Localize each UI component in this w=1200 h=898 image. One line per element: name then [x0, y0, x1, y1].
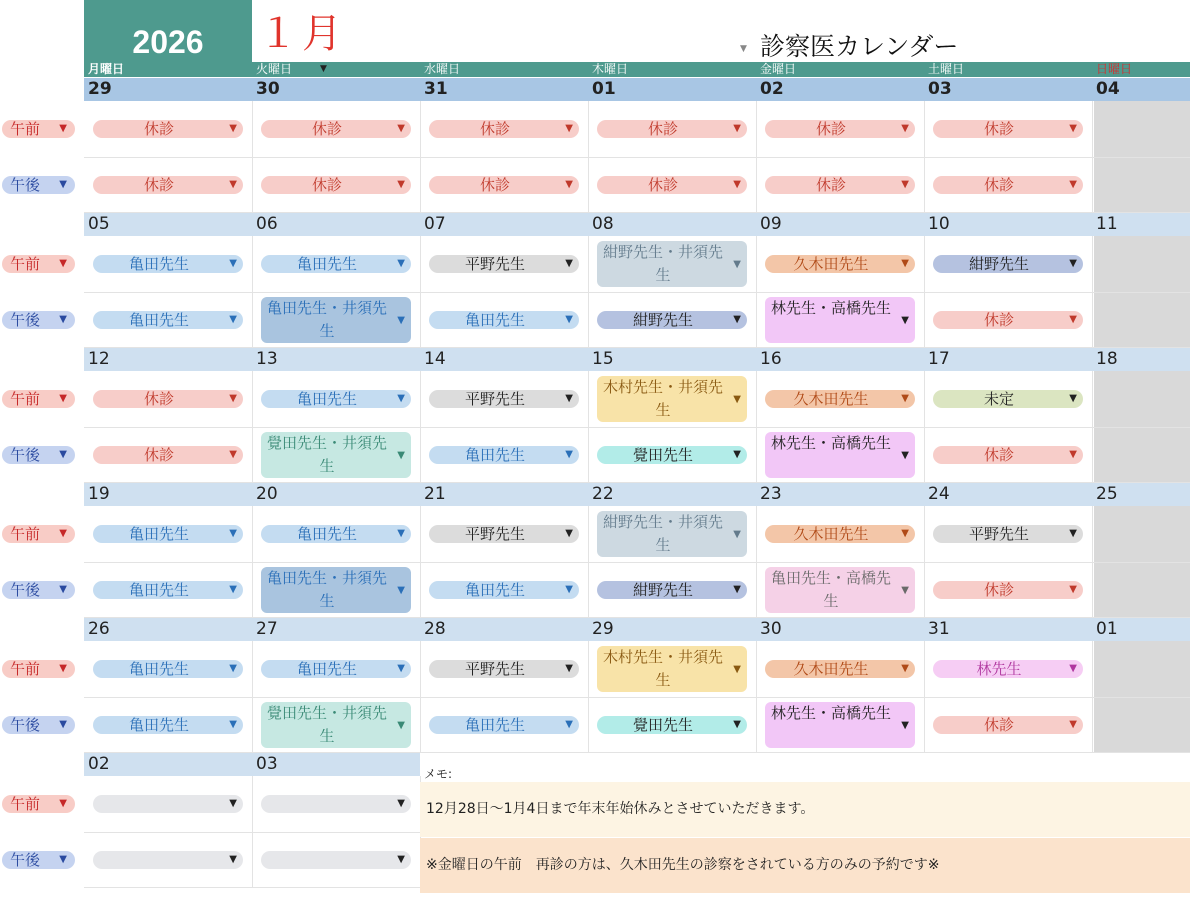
title-dropdown-icon[interactable]: ▼ [740, 44, 747, 54]
weekday-tue: 火曜日 [256, 62, 293, 76]
chevron-down-icon: ▼ [59, 179, 67, 190]
date-cell: 07 [424, 214, 446, 234]
chevron-down-icon: ▼ [397, 528, 405, 539]
date-row [84, 213, 1190, 236]
chevron-down-icon: ▼ [397, 854, 405, 865]
period-am-selector[interactable] [2, 795, 75, 813]
period-label: 午前 [10, 660, 41, 678]
doctor-name: 平野先生 [968, 525, 1029, 543]
period-label: 午前 [10, 525, 41, 543]
doctor-dropdown[interactable] [597, 581, 747, 599]
doctor-dropdown[interactable] [93, 716, 243, 734]
doctor-name: 紺野先生 [968, 255, 1029, 273]
chevron-down-icon: ▼ [229, 719, 237, 730]
date-cell: 08 [592, 214, 614, 234]
period-pm-selector[interactable] [2, 851, 75, 869]
doctor-name: 亀田先生 [296, 525, 357, 543]
doctor-name: 休診 [311, 120, 342, 138]
doctor-name: 休診 [983, 311, 1014, 329]
doctor-dropdown[interactable] [597, 241, 747, 287]
doctor-dropdown[interactable] [93, 581, 243, 599]
calendar-week [0, 618, 1200, 753]
doctor-dropdown[interactable] [93, 176, 243, 194]
chevron-down-icon: ▼ [733, 123, 741, 134]
weekday-sat: 土曜日 [928, 62, 965, 76]
chevron-down-icon: ▼ [59, 798, 67, 809]
doctor-dropdown[interactable] [261, 120, 411, 138]
date-cell: 11 [1096, 214, 1118, 234]
date-cell: 15 [592, 349, 614, 369]
chevron-down-icon: ▼ [397, 450, 405, 461]
grid-line [84, 427, 1190, 428]
doctor-dropdown[interactable] [261, 702, 411, 748]
doctor-name: 休診 [983, 581, 1014, 599]
date-cell: 02 [88, 754, 110, 774]
period-am-selector[interactable] [2, 120, 75, 138]
grid-line [84, 292, 1190, 293]
doctor-name: 林先生 [976, 660, 1022, 678]
chevron-down-icon: ▼ [229, 314, 237, 325]
period-am-selector[interactable] [2, 660, 75, 678]
doctor-dropdown[interactable] [261, 255, 411, 273]
doctor-dropdown[interactable] [597, 120, 747, 138]
doctor-name: 休診 [815, 176, 846, 194]
period-label: 午前 [10, 120, 41, 138]
period-label: 午前 [10, 255, 41, 273]
chevron-down-icon: ▼ [565, 179, 573, 190]
doctor-name: 休診 [983, 716, 1014, 734]
doctor-dropdown[interactable] [933, 716, 1083, 734]
chevron-down-icon: ▼ [733, 259, 741, 270]
period-pm-selector[interactable] [2, 581, 75, 599]
doctor-name: 平野先生 [464, 255, 525, 273]
date-cell: 29 [88, 79, 112, 99]
grid-line [84, 562, 1190, 563]
chevron-down-icon: ▼ [733, 664, 741, 675]
date-cell: 02 [760, 79, 784, 99]
doctor-dropdown[interactable] [429, 311, 579, 329]
doctor-name: 紺野先生・井須先生 [602, 243, 723, 284]
doctor-name: 休診 [143, 390, 174, 408]
weekday-wed: 水曜日 [424, 62, 461, 76]
date-cell: 31 [424, 79, 448, 99]
doctor-name: 亀田先生・井須先生 [266, 299, 387, 340]
doctor-dropdown[interactable] [93, 390, 243, 408]
doctor-name: 林先生・高橋先生 [770, 704, 891, 722]
chevron-down-icon: ▼ [1069, 123, 1077, 134]
date-cell: 28 [424, 619, 446, 639]
doctor-name: 林先生・高橋先生 [770, 434, 891, 452]
doctor-name: 休診 [143, 176, 174, 194]
doctor-name: 覺田先生 [632, 716, 693, 734]
doctor-dropdown[interactable] [933, 525, 1083, 543]
chevron-down-icon: ▼ [901, 585, 909, 596]
doctor-name: 休診 [983, 120, 1014, 138]
grid-line [84, 832, 420, 833]
chevron-down-icon: ▼ [565, 584, 573, 595]
period-label: 午後 [10, 446, 41, 464]
date-cell: 16 [760, 349, 782, 369]
chevron-down-icon: ▼ [59, 449, 67, 460]
chevron-down-icon: ▼ [1069, 314, 1077, 325]
chevron-down-icon: ▼ [1069, 449, 1077, 460]
chevron-down-icon: ▼ [397, 179, 405, 190]
doctor-dropdown[interactable] [933, 176, 1083, 194]
date-cell: 18 [1096, 349, 1118, 369]
date-cell: 09 [760, 214, 782, 234]
doctor-dropdown[interactable] [261, 795, 411, 813]
chevron-down-icon: ▼ [397, 393, 405, 404]
doctor-name: 休診 [647, 176, 678, 194]
chevron-down-icon: ▼ [229, 179, 237, 190]
chevron-down-icon: ▼ [565, 123, 573, 134]
chevron-down-icon: ▼ [397, 315, 405, 326]
date-cell: 31 [928, 619, 950, 639]
date-cell: 30 [256, 79, 280, 99]
doctor-name: 休診 [983, 176, 1014, 194]
doctor-name: 亀田先生 [128, 660, 189, 678]
date-cell: 24 [928, 484, 950, 504]
date-cell: 03 [928, 79, 952, 99]
chevron-down-icon: ▼ [733, 449, 741, 460]
doctor-name: 平野先生 [464, 660, 525, 678]
doctor-name: 休診 [143, 120, 174, 138]
weekday-thu: 木曜日 [592, 62, 629, 76]
date-row [84, 78, 1190, 101]
doctor-name: 久木田先生 [793, 660, 869, 678]
chevron-down-icon: ▼ [901, 179, 909, 190]
doctor-name: 亀田先生 [128, 525, 189, 543]
chevron-down-icon: ▼ [1069, 663, 1077, 674]
doctor-dropdown[interactable] [933, 390, 1083, 408]
date-cell: 26 [88, 619, 110, 639]
chevron-down-icon: ▼ [565, 449, 573, 460]
doctor-name: 休診 [479, 120, 510, 138]
chevron-down-icon: ▼ [733, 394, 741, 405]
date-cell: 22 [592, 484, 614, 504]
doctor-name: 久木田先生 [793, 390, 869, 408]
date-cell: 03 [256, 754, 278, 774]
doctor-name: 亀田先生 [464, 581, 525, 599]
grid-line [84, 157, 1190, 158]
doctor-dropdown[interactable] [765, 176, 915, 194]
chevron-down-icon: ▼ [901, 663, 909, 674]
chevron-down-icon: ▼ [565, 528, 573, 539]
doctor-name: 亀田先生・高橋先生 [770, 569, 891, 610]
doctor-dropdown[interactable] [765, 660, 915, 678]
calendar-grid [0, 78, 1200, 888]
calendar-title: 診察医カレンダー [760, 32, 959, 61]
year-label: 2026 [84, 0, 252, 62]
chevron-down-icon: ▼ [59, 393, 67, 404]
chevron-down-icon: ▼ [229, 449, 237, 460]
doctor-name: 亀田先生 [128, 255, 189, 273]
chevron-down-icon: ▼ [733, 314, 741, 325]
period-label: 午後 [10, 581, 41, 599]
doctor-dropdown[interactable] [597, 646, 747, 692]
chevron-down-icon: ▼ [1069, 393, 1077, 404]
chevron-down-icon: ▼ [565, 258, 573, 269]
memo-line-2[interactable]: ※金曜日の午前 再診の方は、久木田先生の診察をされている方のみの予約です※ [420, 838, 1190, 893]
chevron-down-icon: ▼ [397, 585, 405, 596]
chevron-down-icon: ▼ [229, 528, 237, 539]
doctor-dropdown[interactable] [93, 660, 243, 678]
chevron-down-icon: ▼ [397, 663, 405, 674]
month-label: １月 [258, 11, 346, 57]
weekday-mon: 月曜日 [88, 62, 125, 76]
doctor-name: 紺野先生・井須先生 [602, 513, 723, 554]
chevron-down-icon: ▼ [59, 854, 67, 865]
doctor-name: 休診 [311, 176, 342, 194]
doctor-dropdown[interactable] [765, 702, 915, 748]
doctor-dropdown[interactable] [765, 525, 915, 543]
date-cell: 21 [424, 484, 446, 504]
chevron-down-icon: ▼ [733, 719, 741, 730]
chevron-down-icon: ▼ [565, 719, 573, 730]
date-row [84, 348, 1190, 371]
doctor-dropdown[interactable] [429, 525, 579, 543]
chevron-down-icon: ▼ [59, 258, 67, 269]
doctor-dropdown[interactable] [597, 376, 747, 422]
doctor-name: 休診 [983, 446, 1014, 464]
doctor-name: 紺野先生 [632, 581, 693, 599]
chevron-down-icon: ▼ [1069, 258, 1077, 269]
doctor-dropdown[interactable] [429, 176, 579, 194]
period-pm-selector[interactable] [2, 311, 75, 329]
memo-line-1[interactable]: 12月28日〜1月4日まで年末年始休みとさせていただきます。 [420, 782, 1190, 837]
doctor-dropdown[interactable] [597, 716, 747, 734]
period-am-selector[interactable] [2, 525, 75, 543]
doctor-name: 久木田先生 [793, 525, 869, 543]
doctor-dropdown[interactable] [261, 660, 411, 678]
doctor-name: 覺田先生 [632, 446, 693, 464]
doctor-dropdown[interactable] [261, 525, 411, 543]
chevron-down-icon: ▼ [901, 450, 909, 461]
date-row [84, 753, 420, 776]
chevron-down-icon: ▼ [1069, 179, 1077, 190]
doctor-name: 木村先生・井須先生 [602, 648, 723, 689]
date-cell: 23 [760, 484, 782, 504]
date-cell: 10 [928, 214, 950, 234]
doctor-name: 紺野先生 [632, 311, 693, 329]
doctor-name: 未定 [983, 390, 1014, 408]
doctor-dropdown[interactable] [261, 390, 411, 408]
chevron-down-icon: ▼ [397, 258, 405, 269]
chevron-down-icon: ▼ [1069, 528, 1077, 539]
date-cell: 30 [760, 619, 782, 639]
chevron-down-icon: ▼ [901, 258, 909, 269]
chevron-down-icon: ▼ [733, 584, 741, 595]
doctor-dropdown[interactable] [933, 120, 1083, 138]
doctor-dropdown[interactable] [933, 311, 1083, 329]
doctor-dropdown[interactable] [933, 660, 1083, 678]
doctor-name: 覺田先生・井須先生 [266, 704, 387, 745]
chevron-down-icon: ▼ [59, 663, 67, 674]
doctor-name: 覺田先生・井須先生 [266, 434, 387, 475]
calendar-week [0, 483, 1200, 618]
chevron-down-icon: ▼ [565, 663, 573, 674]
date-cell: 27 [256, 619, 278, 639]
doctor-name: 休診 [647, 120, 678, 138]
chevron-down-icon: ▼ [901, 315, 909, 326]
chevron-down-icon: ▼ [59, 719, 67, 730]
doctor-name: 亀田先生 [464, 311, 525, 329]
doctor-dropdown[interactable] [93, 120, 243, 138]
period-label: 午前 [10, 795, 41, 813]
doctor-name: 平野先生 [464, 525, 525, 543]
doctor-dropdown[interactable] [765, 567, 915, 613]
doctor-name: 亀田先生 [464, 446, 525, 464]
chevron-down-icon: ▼ [565, 393, 573, 404]
date-cell: 05 [88, 214, 110, 234]
doctor-dropdown[interactable] [93, 795, 243, 813]
period-am-selector[interactable] [2, 390, 75, 408]
doctor-dropdown[interactable] [261, 297, 411, 343]
chevron-down-icon: ▼ [901, 720, 909, 731]
date-cell: 13 [256, 349, 278, 369]
chevron-down-icon: ▼ [229, 584, 237, 595]
chevron-down-icon: ▼ [229, 663, 237, 674]
doctor-dropdown[interactable] [93, 255, 243, 273]
date-cell: 14 [424, 349, 446, 369]
doctor-dropdown[interactable] [429, 581, 579, 599]
doctor-dropdown[interactable] [765, 297, 915, 343]
doctor-dropdown[interactable] [765, 432, 915, 478]
doctor-name: 休診 [479, 176, 510, 194]
doctor-dropdown[interactable] [93, 311, 243, 329]
chevron-down-icon: ▼ [59, 584, 67, 595]
doctor-name: 休診 [143, 446, 174, 464]
period-label: 午後 [10, 176, 41, 194]
chevron-down-icon: ▼ [901, 528, 909, 539]
doctor-dropdown[interactable] [597, 176, 747, 194]
chevron-down-icon: ▼ [565, 314, 573, 325]
doctor-name: 木村先生・井須先生 [602, 378, 723, 419]
doctor-name: 亀田先生 [128, 311, 189, 329]
doctor-dropdown[interactable] [933, 581, 1083, 599]
doctor-dropdown[interactable] [933, 255, 1083, 273]
date-cell: 01 [592, 79, 616, 99]
calendar-week [0, 348, 1200, 483]
period-label: 午後 [10, 851, 41, 869]
chevron-down-icon: ▼ [229, 854, 237, 865]
doctor-name: 久木田先生 [793, 255, 869, 273]
chevron-down-icon: ▼ [229, 123, 237, 134]
doctor-dropdown[interactable] [765, 255, 915, 273]
chevron-down-icon: ▼ [59, 123, 67, 134]
doctor-name: 亀田先生 [296, 390, 357, 408]
weekday-dropdown-icon[interactable]: ▼ [320, 64, 327, 74]
period-pm-selector[interactable] [2, 446, 75, 464]
date-cell: 12 [88, 349, 110, 369]
doctor-dropdown[interactable] [429, 446, 579, 464]
doctor-dropdown[interactable] [93, 446, 243, 464]
chevron-down-icon: ▼ [397, 720, 405, 731]
doctor-name: 休診 [815, 120, 846, 138]
doctor-name: 亀田先生 [464, 716, 525, 734]
weekday-fri: 金曜日 [760, 62, 797, 76]
chevron-down-icon: ▼ [59, 528, 67, 539]
date-row [84, 618, 1190, 641]
chevron-down-icon: ▼ [901, 123, 909, 134]
date-cell: 25 [1096, 484, 1118, 504]
date-cell: 06 [256, 214, 278, 234]
grid-line [84, 887, 420, 888]
chevron-down-icon: ▼ [59, 314, 67, 325]
chevron-down-icon: ▼ [1069, 719, 1077, 730]
chevron-down-icon: ▼ [733, 179, 741, 190]
date-cell: 01 [1096, 619, 1118, 639]
doctor-name: 林先生・高橋先生 [770, 299, 891, 317]
doctor-dropdown[interactable] [429, 660, 579, 678]
chevron-down-icon: ▼ [397, 798, 405, 809]
doctor-dropdown[interactable] [429, 120, 579, 138]
doctor-name: 亀田先生 [128, 581, 189, 599]
period-pm-selector[interactable] [2, 176, 75, 194]
memo-label: メモ: [424, 767, 453, 781]
doctor-name: 亀田先生・井須先生 [266, 569, 387, 610]
date-row [84, 483, 1190, 506]
doctor-dropdown[interactable] [597, 446, 747, 464]
doctor-dropdown[interactable] [765, 390, 915, 408]
period-am-selector[interactable] [2, 255, 75, 273]
date-cell: 17 [928, 349, 950, 369]
doctor-dropdown[interactable] [261, 851, 411, 869]
doctor-dropdown[interactable] [429, 255, 579, 273]
doctor-name: 亀田先生 [128, 716, 189, 734]
chevron-down-icon: ▼ [901, 393, 909, 404]
doctor-name: 亀田先生 [296, 255, 357, 273]
period-pm-selector[interactable] [2, 716, 75, 734]
period-label: 午前 [10, 390, 41, 408]
doctor-dropdown[interactable] [93, 525, 243, 543]
doctor-dropdown[interactable] [429, 390, 579, 408]
period-label: 午後 [10, 716, 41, 734]
date-cell: 19 [88, 484, 110, 504]
chevron-down-icon: ▼ [733, 529, 741, 540]
period-label: 午後 [10, 311, 41, 329]
doctor-dropdown[interactable] [597, 511, 747, 557]
grid-line [84, 697, 1190, 698]
chevron-down-icon: ▼ [397, 123, 405, 134]
doctor-dropdown[interactable] [597, 311, 747, 329]
doctor-dropdown[interactable] [933, 446, 1083, 464]
doctor-dropdown[interactable] [261, 432, 411, 478]
doctor-dropdown[interactable] [429, 716, 579, 734]
weekday-header [84, 62, 1190, 77]
date-cell: 04 [1096, 79, 1120, 99]
chevron-down-icon: ▼ [1069, 584, 1077, 595]
calendar-week [0, 78, 1200, 213]
doctor-dropdown[interactable] [765, 120, 915, 138]
doctor-dropdown[interactable] [93, 851, 243, 869]
weekday-sun: 日曜日 [1096, 62, 1133, 76]
doctor-dropdown[interactable] [261, 176, 411, 194]
doctor-dropdown[interactable] [261, 567, 411, 613]
chevron-down-icon: ▼ [229, 258, 237, 269]
calendar-week [0, 213, 1200, 348]
chevron-down-icon: ▼ [229, 393, 237, 404]
doctor-name: 亀田先生 [296, 660, 357, 678]
doctor-name: 平野先生 [464, 390, 525, 408]
date-cell: 20 [256, 484, 278, 504]
chevron-down-icon: ▼ [229, 798, 237, 809]
date-cell: 29 [592, 619, 614, 639]
